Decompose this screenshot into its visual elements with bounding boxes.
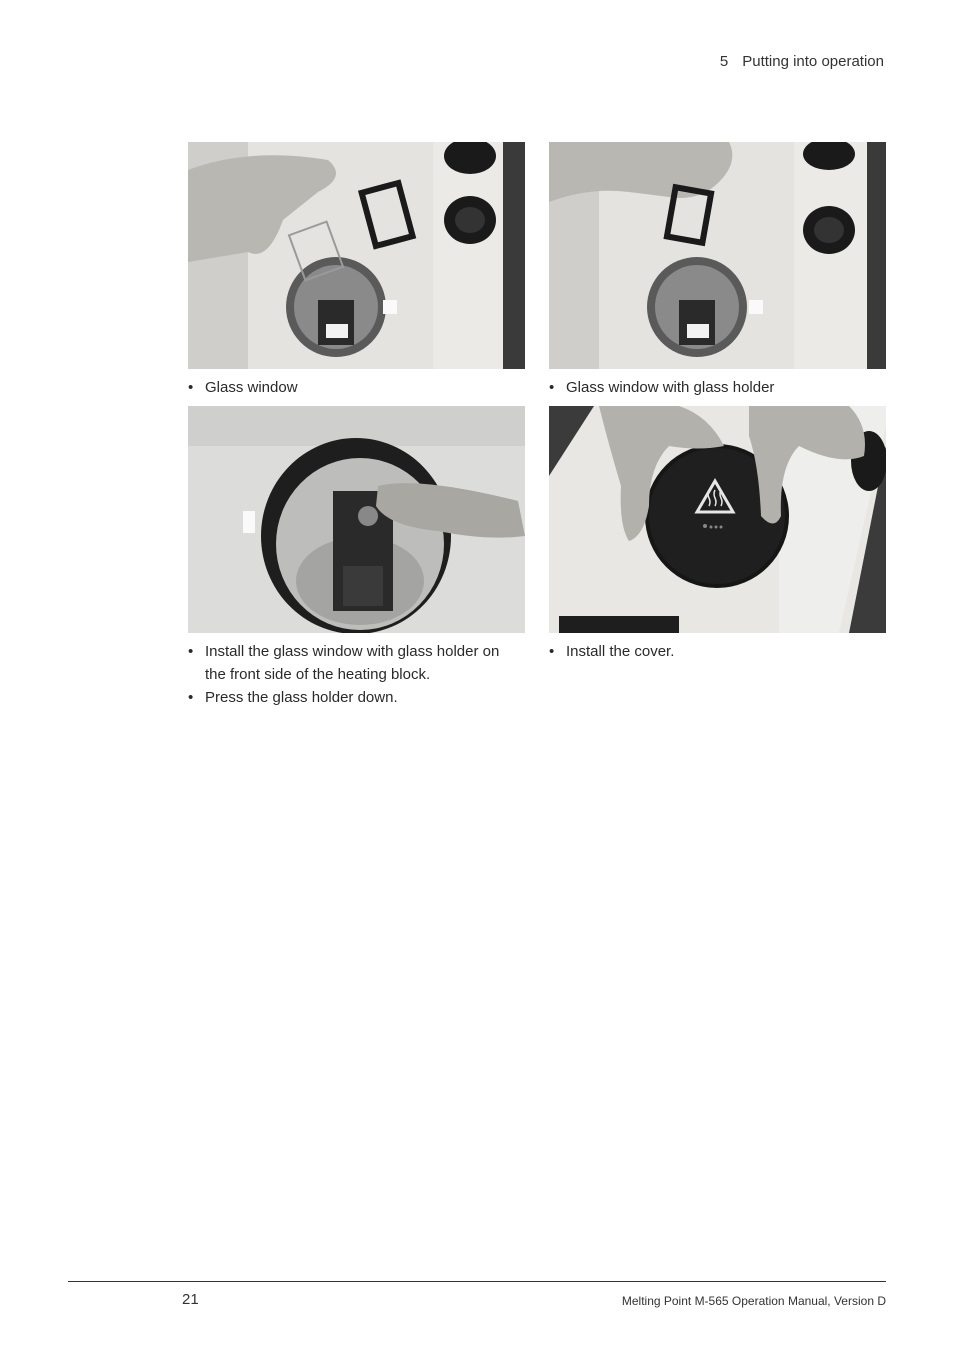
photo-glass-window-holder (549, 142, 886, 369)
caption-glass-window-holder (549, 376, 879, 399)
photo-press-holder (188, 406, 525, 633)
document-title: Melting Point M-565 Operation Manual, Version D (621, 1294, 886, 1308)
page-header (720, 53, 884, 70)
caption-item: • Glass window with glass holder (549, 376, 879, 399)
caption-press-holder (188, 640, 518, 709)
chapter-number: 5 (719, 53, 729, 70)
page-number: 21 (182, 1291, 199, 1308)
caption-item: • Press the glass holder down. (188, 686, 518, 709)
chapter-title: Putting into operation (742, 53, 884, 70)
photo-install-cover (549, 406, 886, 633)
caption-item: • Install the glass window with glass holder on the front side of the heating block. (188, 640, 518, 686)
caption-item: • Glass window (188, 376, 518, 399)
caption-glass-window (188, 376, 518, 399)
caption-install-cover (549, 640, 879, 663)
caption-item: • Install the cover. (549, 640, 879, 663)
photo-glass-window (188, 142, 525, 369)
footer-divider (68, 1281, 886, 1282)
